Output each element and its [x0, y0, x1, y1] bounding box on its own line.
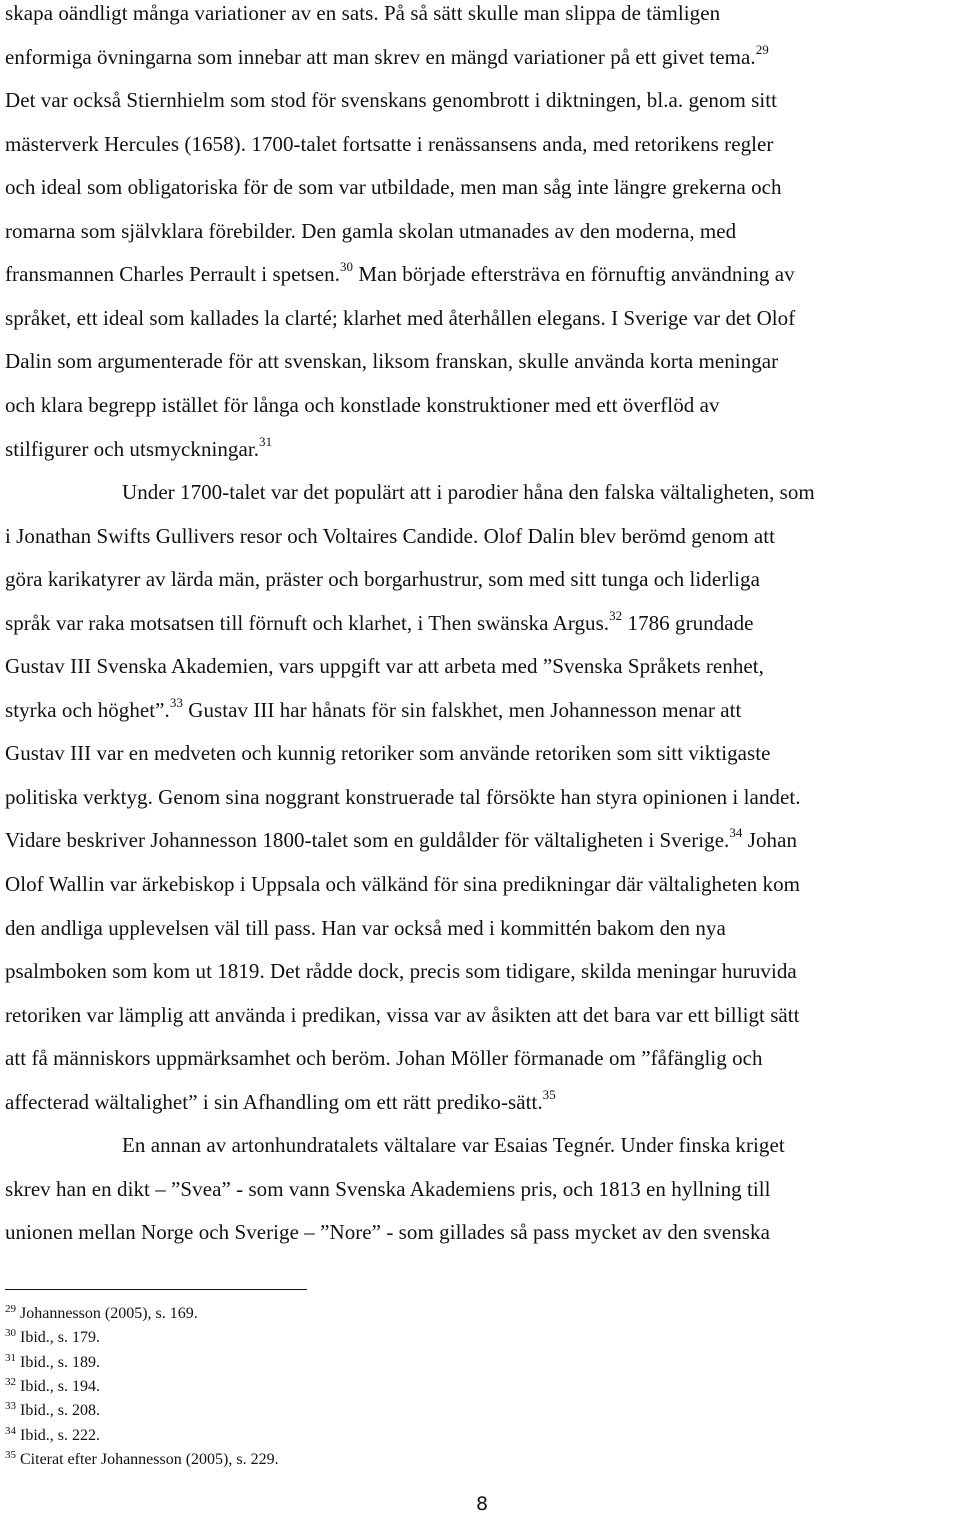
text-line [5, 1177, 771, 1201]
line-text: Dalin som argumenterade för att svenskan, liksom franskan, skulle använda korta meningar [5, 349, 779, 374]
text-line [5, 916, 726, 940]
footnote-number: 30 [5, 1327, 16, 1340]
line-text: enformiga övningarna som innebar att man skrev en mängd variationer på ett givet tema. [5, 44, 756, 69]
text-line [5, 1, 720, 25]
line-text: retoriken var lämplig att använda i predikan, vissa var av åsikten att det bara var ett billigt sätt [5, 1002, 800, 1027]
line-text: unionen mellan Norge och Sverige – ”Nore” - som gillades så pass mycket av den svenska [5, 1220, 770, 1245]
footnote [5, 1424, 100, 1446]
text-line [5, 1086, 556, 1117]
footnote [5, 1305, 198, 1324]
footnote [5, 1448, 279, 1470]
footnote-number: 33 [5, 1400, 16, 1413]
footnote-text: Johannesson (2005), s. 169. [16, 1305, 198, 1322]
line-text: affecterad wältalighet” i sin Afhandling om ett rätt prediko-sätt. [5, 1089, 543, 1114]
line-text: göra karikatyrer av lärda män, präster och borgarhustrur, som med sitt tunga och liderliga [5, 567, 760, 592]
footnote-reference[interactable]: 30 [339, 259, 354, 275]
footnote-text: Ibid., s. 189. [16, 1353, 100, 1371]
footnote-text: Ibid., s. 222. [16, 1426, 100, 1444]
line-text: Olof Wallin var ärkebiskop i Uppsala och välkänd för sina predikningar där vältaligheten kom [5, 872, 801, 896]
line-text-continued: Man började eftersträva en förnuftig användning av [353, 262, 795, 287]
text-line [5, 1003, 800, 1027]
footnote-separator [5, 1289, 307, 1290]
line-text: Vidare beskriver Johannesson 1800-talet som en guldålder för vältaligheten i Sverige. [5, 828, 730, 853]
footnote-number: 31 [5, 1351, 16, 1364]
text-line [5, 306, 795, 330]
footnote [5, 1329, 100, 1348]
line-text: den andliga upplevelsen väl till pass. Han var också med i kommittén bakom den nya [5, 915, 726, 940]
footnote [5, 1375, 100, 1397]
footnote [5, 1402, 100, 1421]
text-line [122, 1133, 785, 1157]
text-line [5, 1220, 770, 1244]
line-text: romarna som självklara förebilder. Den gamla skolan utmanades av den moderna, med [5, 218, 737, 243]
line-text: En annan av artonhundratalets vältalare var Esaias Tegnér. Under finska kriget [122, 1133, 785, 1158]
text-line [5, 825, 798, 855]
text-line [122, 480, 815, 504]
line-text: fransmannen Charles Perrault i spetsen. [5, 262, 340, 287]
text-line [5, 654, 764, 678]
line-text: språk var raka motsatsen till förnuft och klarhet, i Then swänska Argus. [5, 610, 610, 635]
footnote-reference[interactable]: 35 [542, 1086, 556, 1102]
text-line [5, 694, 742, 725]
page-number: 8 [476, 1493, 489, 1515]
line-text: Gustav III var en medveten och kunnig retoriker som använde retoriken som sitt viktigaste [5, 741, 771, 766]
footnote-text: Ibid., s. 208. [16, 1402, 100, 1420]
line-text: Under 1700-talet var det populärt att i parodier håna den falska vältaligheten, som [122, 480, 815, 505]
text-line [5, 1046, 763, 1070]
line-text: skrev han en dikt – ”Svea” - som vann Svenska Akademiens pris, och 1813 en hyllning till [5, 1176, 771, 1201]
line-text: mästerverk Hercules (1658). 1700-talet fortsatte i renässansens anda, med retorikens regler [5, 131, 774, 156]
line-text: Det var också Stiernhielm som stod för svenskans genombrott i diktningen, bl.a. genom sitt [5, 88, 778, 113]
line-text: psalmboken som kom ut 1819. Det rådde dock, precis som tidigare, skilda meningar huruvida [5, 959, 797, 984]
footnote-reference[interactable]: 31 [259, 433, 273, 449]
footnote-number: 34 [5, 1424, 16, 1437]
text-line [5, 785, 801, 809]
line-text-continued: 1786 grundade [622, 610, 754, 635]
footnote-text: Citerat efter Johannesson (2005), s. 229. [16, 1450, 279, 1468]
text-line [5, 567, 760, 591]
text-line [5, 872, 800, 896]
footnote-reference[interactable]: 32 [609, 607, 623, 623]
footnote-text: Ibid., s. 194. [16, 1377, 100, 1395]
line-text: skapa oändligt många variationer av en sats. På så sätt skulle man slippa de tämligen [5, 1, 721, 25]
footnote-reference[interactable]: 34 [729, 825, 743, 841]
footnote-number: 32 [5, 1375, 16, 1388]
line-text: styrka och höghet”. [5, 697, 170, 722]
text-line [5, 741, 770, 765]
footnote [5, 1351, 100, 1373]
text-line [5, 259, 795, 289]
line-text: stilfigurer och utsmyckningar. [5, 436, 260, 461]
footnote-text: Ibid., s. 179. [16, 1329, 100, 1347]
footnote-number: 29 [5, 1303, 16, 1315]
text-line [5, 393, 720, 417]
line-text-continued: Johan [742, 828, 798, 853]
line-text: och klara begrepp istället för långa och konstlade konstruktioner med ett överflöd av [5, 392, 720, 417]
line-text-continued: Gustav III har hånats för sin falskhet, men Johannesson menar att [182, 697, 742, 722]
text-line [5, 41, 769, 72]
footnote-reference[interactable]: 33 [169, 694, 183, 710]
line-text: att få människors uppmärksamhet och beröm. Johan Möller förmanade om ”fåfänglig och [5, 1046, 763, 1071]
footnote-number: 35 [5, 1448, 16, 1461]
text-line [5, 175, 782, 199]
line-text: Gustav III Svenska Akademien, vars uppgift var att arbeta med ”Svenska Språkets renhet, [5, 654, 764, 679]
text-line [5, 219, 736, 243]
text-line [5, 433, 273, 464]
text-line [5, 88, 777, 112]
text-line [5, 349, 778, 373]
text-line [5, 524, 775, 548]
line-text: politiska verktyg. Genom sina noggrant konstruerade tal försökte han styra opinionen i landet. [5, 784, 801, 809]
line-text: och ideal som obligatoriska för de som var utbildade, men man såg inte längre grekerna och [5, 175, 782, 200]
line-text: i Jonathan Swifts Gullivers resor och Voltaires Candide. Olof Dalin blev berömd genom att [5, 523, 776, 548]
text-line [5, 607, 754, 638]
footnote-reference[interactable]: 29 [755, 41, 769, 57]
text-line [5, 959, 797, 983]
text-line [5, 132, 773, 156]
line-text: språket, ett ideal som kallades la clarté; klarhet med återhållen elegans. I Sverige var det Olof [5, 305, 796, 330]
